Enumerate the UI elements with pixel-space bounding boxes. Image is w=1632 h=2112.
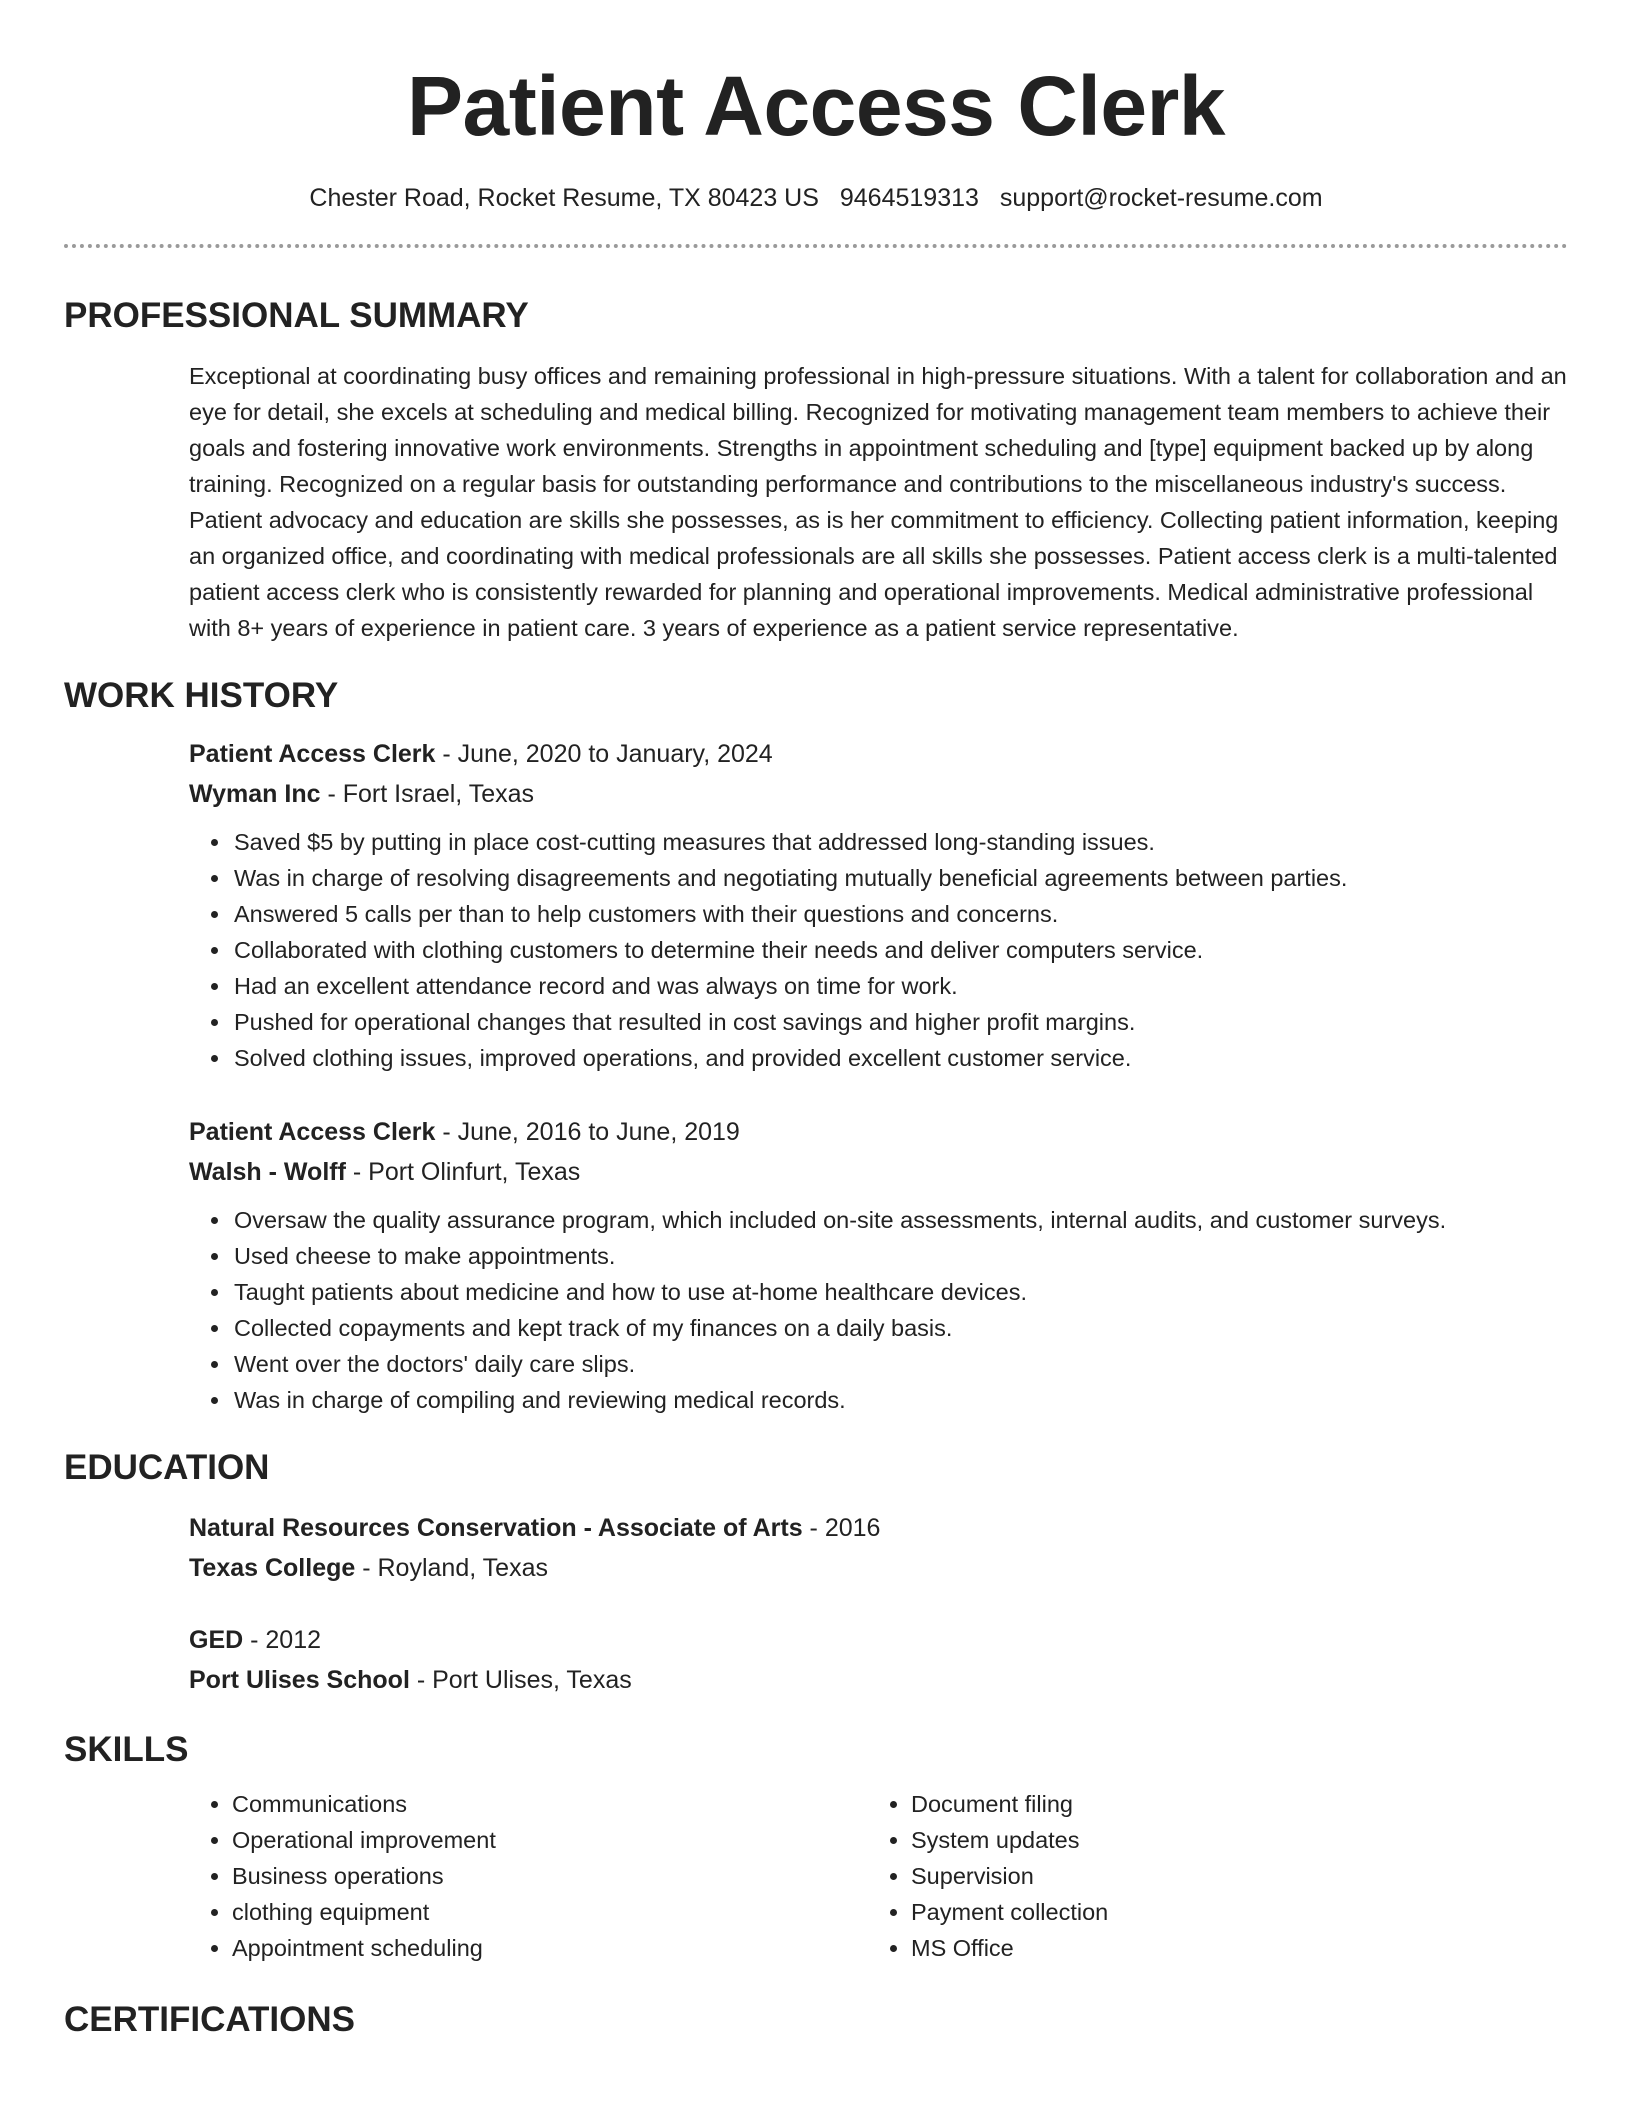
education-school: Texas College bbox=[189, 1554, 356, 1582]
resume-page bbox=[64, 0, 1568, 2042]
job-bullet: • Used cheese to make appointments. bbox=[232, 1238, 1568, 1274]
header-divider bbox=[64, 244, 1568, 248]
skill-item: • Document filing bbox=[911, 1786, 1547, 1822]
job-company: Walsh - Wolff bbox=[189, 1158, 346, 1186]
skill-item: • Operational improvement bbox=[232, 1822, 868, 1858]
job-bullets bbox=[189, 824, 1568, 1076]
job-role: Patient Access Clerk bbox=[189, 1118, 436, 1146]
education-degree-line bbox=[189, 1620, 1568, 1660]
skill-item: • clothing equipment bbox=[232, 1894, 868, 1930]
job-entry bbox=[189, 734, 1568, 1076]
education-degree: GED bbox=[189, 1626, 244, 1654]
job-bullet: • Answered 5 calls per than to help customers with their questions and concerns. bbox=[232, 896, 1568, 932]
education-school: Port Ulises School bbox=[189, 1666, 410, 1694]
job-bullet: • Oversaw the quality assurance program, which included on-site assessments, internal audits, and customer surveys. bbox=[232, 1202, 1568, 1238]
contact-email: support@rocket-resume.com bbox=[999, 184, 1323, 212]
education-school-line bbox=[189, 1660, 1568, 1700]
section-title-work-history: WORK HISTORY bbox=[64, 676, 339, 715]
education-entry bbox=[189, 1620, 1568, 1700]
job-dates: - June, 2016 to June, 2019 bbox=[435, 1118, 740, 1146]
education-degree-line bbox=[189, 1508, 1568, 1548]
job-location: - Fort Israel, Texas bbox=[320, 780, 535, 808]
skill-item: • Supervision bbox=[911, 1858, 1547, 1894]
job-title-line bbox=[189, 734, 1568, 774]
job-dates: - June, 2020 to January, 2024 bbox=[435, 740, 773, 768]
skill-item: • System updates bbox=[911, 1822, 1547, 1858]
summary-text: Exceptional at coordinating busy offices and remaining professional in high-pressure situations. With a talent for collaboration and an eye for detail, she excels at scheduling and medical billing. Recognized for motivating management team members to achieve their goals and fostering innovative work environments. Strengths in appointment scheduling and [type] equipment backed up by along training. Recognized on a regular basis for outstanding performance and contributions to the miscellaneous industry's success. Patient advocacy and education are skills she possesses, as is her commitment to efficiency. Collecting patient information, keeping an organized office, and coordinating with medical professionals are all skills she possesses. Patient access clerk is a multi-talented patient access clerk who is consistently rewarded for planning and operational improvements. Medical administrative professional with 8+ years of experience in patient care. 3 years of experience as a patient service representative. bbox=[189, 363, 1567, 641]
job-company: Wyman Inc bbox=[189, 780, 321, 808]
job-title-line bbox=[189, 1112, 1568, 1152]
education-entry bbox=[189, 1508, 1568, 1588]
skill-item: • Payment collection bbox=[911, 1894, 1547, 1930]
education-year: - 2016 bbox=[802, 1514, 881, 1542]
section-title-summary: PROFESSIONAL SUMMARY bbox=[64, 296, 529, 335]
job-bullet: • Collaborated with clothing customers to determine their needs and deliver computers service. bbox=[232, 932, 1568, 968]
education-year: - 2012 bbox=[243, 1626, 322, 1654]
job-bullet: • Went over the doctors' daily care slips. bbox=[232, 1346, 1568, 1382]
job-bullet: • Collected copayments and kept track of my finances on a daily basis. bbox=[232, 1310, 1568, 1346]
job-bullet: • Pushed for operational changes that resulted in cost savings and higher profit margins. bbox=[232, 1004, 1568, 1040]
job-entry bbox=[189, 1112, 1568, 1418]
section-title-certifications: CERTIFICATIONS bbox=[64, 2000, 356, 2039]
skill-item: • Business operations bbox=[232, 1858, 868, 1894]
candidate-name: Patient Access Clerk bbox=[407, 59, 1225, 153]
education-location: - Port Ulises, Texas bbox=[409, 1666, 632, 1694]
job-bullets bbox=[189, 1202, 1568, 1418]
job-bullet: • Saved $5 by putting in place cost-cutting measures that addressed long-standing issues. bbox=[232, 824, 1568, 860]
skills-column-right bbox=[868, 1786, 1547, 1966]
job-role: Patient Access Clerk bbox=[189, 740, 436, 768]
job-bullet: • Solved clothing issues, improved operations, and provided excellent customer service. bbox=[232, 1040, 1568, 1076]
section-title-skills: SKILLS bbox=[64, 1730, 189, 1769]
contact-phone: 9464519313 bbox=[839, 184, 979, 212]
contact-line bbox=[64, 182, 1568, 214]
education-location: - Royland, Texas bbox=[355, 1554, 548, 1582]
education-school-line bbox=[189, 1548, 1568, 1588]
skill-item: • Appointment scheduling bbox=[232, 1930, 868, 1966]
education-degree: Natural Resources Conservation - Associate of Arts bbox=[189, 1514, 803, 1542]
job-bullet: • Was in charge of compiling and reviewing medical records. bbox=[232, 1382, 1568, 1418]
job-bullet: • Had an excellent attendance record and was always on time for work. bbox=[232, 968, 1568, 1004]
job-location: - Port Olinfurt, Texas bbox=[345, 1158, 581, 1186]
skills-column-left bbox=[189, 1786, 868, 1966]
skill-item: • MS Office bbox=[911, 1930, 1547, 1966]
section-title-education: EDUCATION bbox=[64, 1448, 270, 1487]
contact-address: Chester Road, Rocket Resume, TX 80423 US bbox=[309, 184, 819, 212]
job-bullet: • Was in charge of resolving disagreements and negotiating mutually beneficial agreements between parties. bbox=[232, 860, 1568, 896]
job-company-line bbox=[189, 774, 1568, 814]
job-company-line bbox=[189, 1152, 1568, 1192]
skills-grid bbox=[189, 1786, 1568, 1966]
job-bullet: • Taught patients about medicine and how to use at-home healthcare devices. bbox=[232, 1274, 1568, 1310]
skill-item: • Communications bbox=[232, 1786, 868, 1822]
